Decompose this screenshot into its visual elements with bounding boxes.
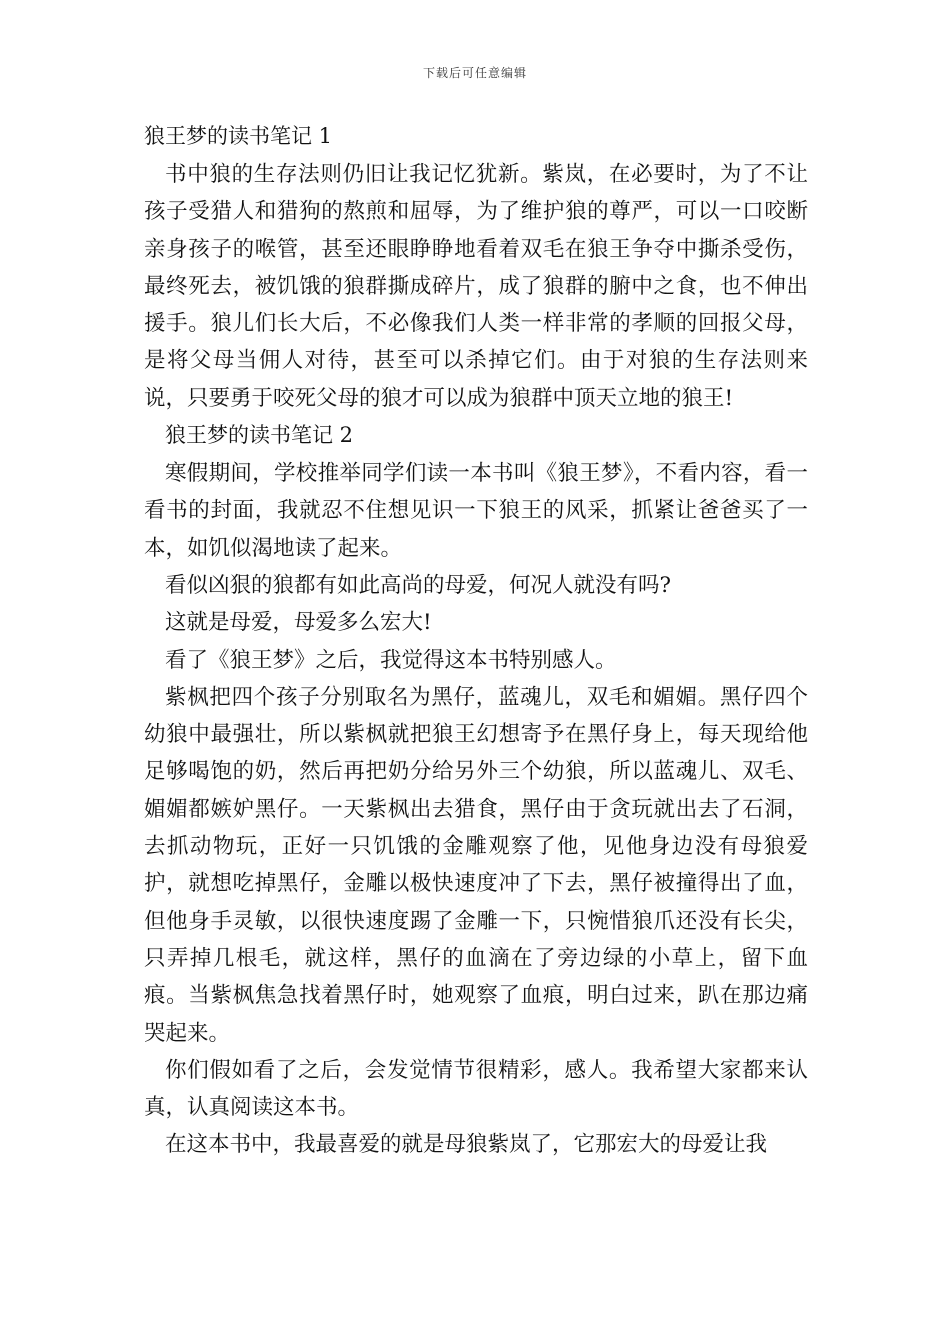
paragraph-7: 你们假如看了之后，会发觉情节很精彩，感人。我希望大家都来认真，认真阅读这本书。 xyxy=(144,1057,808,1121)
paragraph-1: 书中狼的生存法则仍旧让我记忆犹新。紫岚，在必要时，为了不让孩子受猎人和猎狗的熬煎和屈辱，为了维护狼的尊严，可以一口咬断亲身孩子的喉管，甚至还眼睁睁地看着双毛在狼王争夺中撕杀受伤，最终死去，被饥饿的狼群撕成碎片，成了狼群的腑中之食，也不伸出援手。狼儿们长大后，不必像我们人类一样非常的孝顺的回报父母，是将父母当佣人对待，甚至可以杀掉它们。由于对狼的生存法则来说，只要勇于咬死父母的狼才可以成为狼群中顶天立地的狼王! xyxy=(144,162,808,411)
paragraph-4: 这就是母爱，母爱多么宏大! xyxy=(165,610,432,636)
paragraph-8: 在这本书中，我最喜爱的就是母狼紫岚了，它那宏大的母爱让我 xyxy=(165,1132,768,1158)
paragraph-5: 看了《狼王梦》之后，我觉得这本书特别感人。 xyxy=(165,647,617,673)
section-title-2: 狼王梦的读书笔记 2 xyxy=(165,423,354,448)
paragraph-6: 紫枫把四个孩子分别取名为黑仔，蓝魂儿，双毛和媚媚。黑仔四个幼狼中最强壮，所以紫枫就把狼王幻想寄予在黑仔身上，每天现给他足够喝饱的奶，然后再把奶分给另外三个幼狼，所以蓝魂儿、双毛、媚媚都嫉妒黑仔。一天紫枫出去猎食，黑仔由于贪玩就出去了石洞，去抓动物玩，正好一只饥饿的金雕观察了他，见他身边没有母狼爱护，就想吃掉黑仔，金雕以极快速度冲了下去，黑仔被撞得出了血，但他身手灵敏，以很快速度踢了金雕一下，只惋惜狼爪还没有长尖，只弄掉几根毛，就这样，黑仔的血滴在了旁边绿的小草上，留下血痕。当紫枫焦急找着黑仔时，她观察了血痕，明白过来，趴在那边痛哭起来。 xyxy=(144,684,808,1046)
section-title-1: 狼王梦的读书笔记 1 xyxy=(144,124,333,148)
paragraph-2: 寒假期间，学校推举同学们读一本书叫《狼王梦》，不看内容，看一看书的封面，我就忍不住想见识一下狼王的风采，抓紧让爸爸买了一本，如饥似渴地读了起来。 xyxy=(144,461,808,561)
page-header: 下载后可任意编辑 xyxy=(422,66,527,80)
article-body xyxy=(144,118,808,1164)
paragraph-3: 看似凶狠的狼都有如此高尚的母爱，何况人就没有吗? xyxy=(165,572,672,598)
